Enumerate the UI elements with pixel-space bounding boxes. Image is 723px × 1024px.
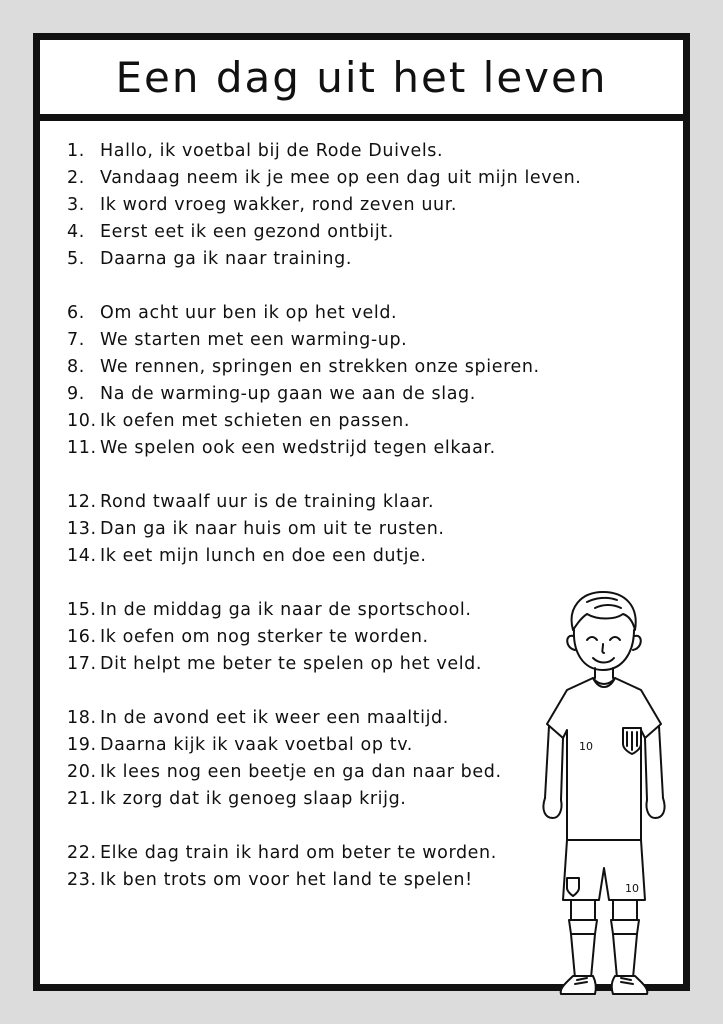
sentence-line xyxy=(67,410,410,432)
line-text: Dan ga ik naar huis om uit te rusten. xyxy=(100,519,445,539)
line-number: 12. xyxy=(67,492,97,512)
line-number: 15. xyxy=(67,600,97,620)
line-text: We spelen ook een wedstrijd tegen elkaar. xyxy=(100,438,496,458)
line-number: 1. xyxy=(67,141,85,161)
line-number: 18. xyxy=(67,708,97,728)
worksheet xyxy=(33,33,690,991)
player-left-hand xyxy=(543,798,561,818)
sentence-line xyxy=(67,707,449,729)
line-text: In de avond eet ik weer een maaltijd. xyxy=(100,708,449,728)
line-text: Rond twaalf uur is de training klaar. xyxy=(100,492,435,512)
sentence-line xyxy=(67,221,394,243)
line-text: Ik zorg dat ik genoeg slaap krijg. xyxy=(100,789,407,809)
sentence-line xyxy=(67,356,540,378)
line-number: 21. xyxy=(67,789,97,809)
line-text: Ik lees nog een beetje en ga dan naar bed. xyxy=(100,762,502,782)
sentence-line xyxy=(67,167,581,189)
sentence-line xyxy=(67,788,406,810)
line-text: Na de warming-up gaan we aan de slag. xyxy=(100,384,476,404)
player-right-sock xyxy=(611,920,639,978)
line-text: Vandaag neem ik je mee op een dag uit mijn leven. xyxy=(100,168,582,188)
player-right-arm xyxy=(645,726,663,810)
player-left-shoe xyxy=(561,976,596,994)
sentence-line xyxy=(67,761,502,783)
line-number: 3. xyxy=(67,195,85,215)
player-left-sock xyxy=(569,920,597,978)
line-number: 23. xyxy=(67,870,97,890)
sentence-line xyxy=(67,545,427,567)
sentence-line xyxy=(67,491,434,513)
line-text: Dit helpt me beter te spelen op het veld. xyxy=(100,654,483,674)
line-number: 13. xyxy=(67,519,97,539)
line-text: Elke dag train ik hard om beter te worden. xyxy=(100,843,497,863)
line-number: 20. xyxy=(67,762,97,782)
sentence-line xyxy=(67,599,472,621)
line-text: Ik oefen met schieten en passen. xyxy=(100,411,411,431)
sentence-line xyxy=(67,248,352,270)
sentence-line xyxy=(67,842,497,864)
line-number: 17. xyxy=(67,654,97,674)
line-number: 6. xyxy=(67,303,85,323)
line-number: 11. xyxy=(67,438,97,458)
line-text: We starten met een warming-up. xyxy=(100,330,408,350)
line-text: Daarna ga ik naar training. xyxy=(100,249,352,269)
line-number: 16. xyxy=(67,627,97,647)
sentence-line xyxy=(67,329,407,351)
shirt-number: 10 xyxy=(579,740,593,753)
sentence-line xyxy=(67,626,429,648)
sentence-line xyxy=(67,518,445,540)
player-right-leg xyxy=(613,900,637,920)
line-number: 2. xyxy=(67,168,85,188)
line-number: 19. xyxy=(67,735,97,755)
player-face xyxy=(574,630,634,670)
page-title: Een dag uit het leven xyxy=(115,52,608,102)
line-number: 9. xyxy=(67,384,85,404)
shorts-badge xyxy=(567,878,579,896)
line-text: Hallo, ik voetbal bij de Rode Duivels. xyxy=(100,141,444,161)
line-number: 5. xyxy=(67,249,85,269)
sentence-line xyxy=(67,653,482,675)
player-shirt xyxy=(547,678,661,840)
soccer-player-illustration xyxy=(537,578,669,998)
line-text: Ik oefen om nog sterker te worden. xyxy=(100,627,429,647)
line-text: Daarna kijk ik vaak voetbal op tv. xyxy=(100,735,413,755)
line-text: Ik ben trots om voor het land te spelen! xyxy=(100,870,473,890)
line-text: Eerst eet ik een gezond ontbijt. xyxy=(100,222,394,242)
line-text: Om acht uur ben ik op het veld. xyxy=(100,303,398,323)
line-text: In de middag ga ik naar de sportschool. xyxy=(100,600,472,620)
sentence-line xyxy=(67,734,413,756)
line-number: 7. xyxy=(67,330,85,350)
line-text: Ik eet mijn lunch en doe een dutje. xyxy=(100,546,427,566)
sentence-line xyxy=(67,194,457,216)
sentence-line xyxy=(67,869,473,891)
line-number: 22. xyxy=(67,843,97,863)
player-left-leg xyxy=(571,900,595,920)
line-number: 14. xyxy=(67,546,97,566)
line-number: 4. xyxy=(67,222,85,242)
shorts-number: 10 xyxy=(625,882,639,895)
line-number: 10. xyxy=(67,411,97,431)
sentence-line xyxy=(67,383,476,405)
line-number: 8. xyxy=(67,357,85,377)
player-right-hand xyxy=(646,798,664,818)
line-text: We rennen, springen en strekken onze spieren. xyxy=(100,357,540,377)
line-text: Ik word vroeg wakker, rond zeven uur. xyxy=(100,195,458,215)
player-left-arm xyxy=(545,726,563,810)
sentence-line xyxy=(67,302,397,324)
sentence-line xyxy=(67,140,443,162)
sentence-line xyxy=(67,437,496,459)
